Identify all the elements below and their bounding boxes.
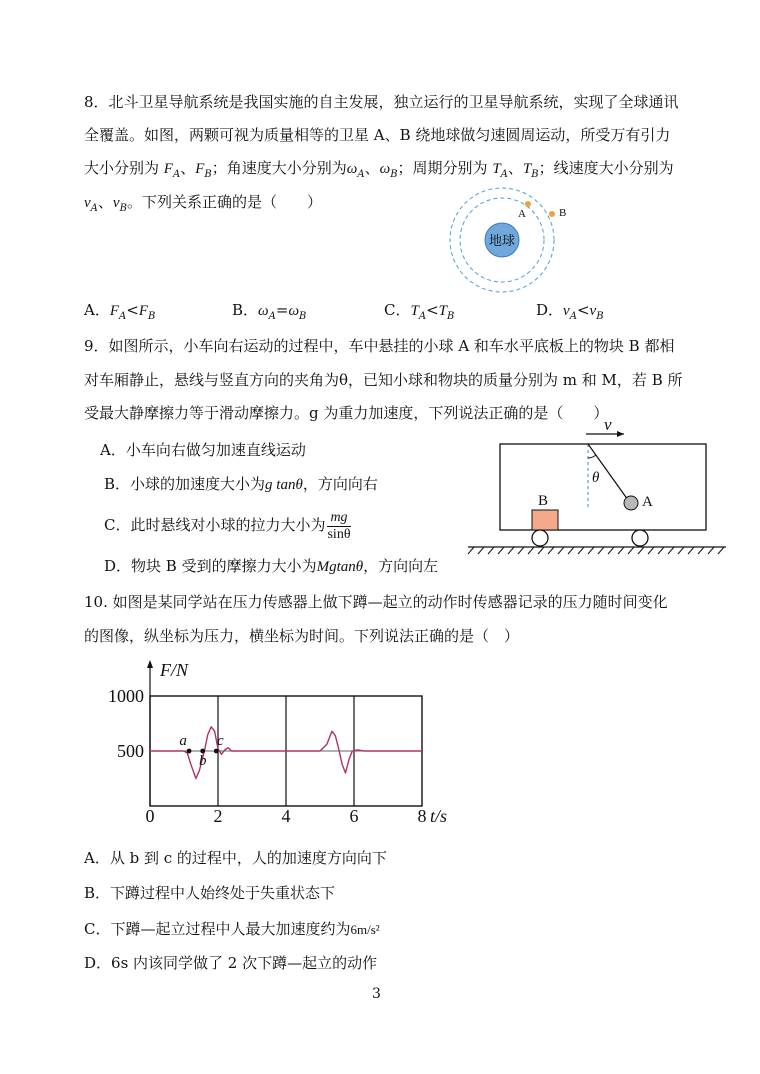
q10-option-d: D．6s 内该同学做了 2 次下蹲—起立的动作 — [84, 954, 378, 972]
ball-a-label: A — [642, 494, 653, 510]
y-tick-label: 500 — [117, 741, 144, 761]
q8-line3: 大小分别为 $F_A$、$F_B$；角速度大小分别为$\omega_A$、$\omega_B$；周期分别为 $T_A$、$T_B$；线速度大小分别为 — [84, 159, 674, 180]
q9-option-b — [104, 474, 378, 495]
cart-body — [500, 444, 706, 530]
point-label-c: c — [216, 733, 224, 749]
angle-arc — [588, 455, 596, 458]
x-tick-label: 2 — [213, 806, 223, 826]
q9-option-d-prefix: D．物块 B 受到的摩擦力大小为 — [104, 557, 317, 575]
q8-line1: 8．北斗卫星导航系统是我国实施的自主发展，独立运行的卫星导航系统，实现了全球通讯 — [84, 93, 679, 111]
velocity-arrowhead — [617, 431, 624, 437]
q10-option-c-value: 6m/s² — [350, 922, 380, 937]
q9-option-b-prefix: B．小球的加速度大小为 — [104, 475, 266, 493]
velocity-label: v — [604, 415, 612, 434]
force-time-chart — [100, 656, 490, 828]
x-tick-label: 4 — [281, 806, 291, 826]
q10-option-c — [84, 919, 380, 940]
q9-line2: 对车厢静止，悬线与竖直方向的夹角为θ，已知小球和物块的质量分别为 m 和 M，若 B 所 — [84, 371, 683, 389]
wheel-right — [632, 530, 648, 546]
y-axis-arrow — [147, 660, 153, 668]
angle-label: θ — [592, 470, 600, 486]
q10-option-b: B．下蹲过程中人始终处于失重状态下 — [84, 884, 336, 902]
q8-option-d: D．$v_A<v_B$ — [536, 301, 604, 322]
q9-option-b-suffix: ，方向向右 — [302, 475, 378, 493]
wheel-left — [532, 530, 548, 546]
q9-line3: 受最大静摩擦力等于滑动摩擦力。g 为重力加速度，下列说法正确的是（ ） — [84, 404, 609, 422]
x-tick-label: 8 — [417, 806, 427, 826]
point-a — [187, 749, 192, 754]
point-label-a: a — [179, 733, 187, 749]
q9-option-b-formula: g tanθ — [265, 477, 303, 493]
y-tick-label: 1000 — [108, 686, 144, 706]
ball-a — [624, 496, 638, 510]
block-b — [532, 510, 558, 530]
q9-option-c — [104, 508, 351, 543]
q9-option-c-numerator: mg — [327, 510, 350, 527]
q9-option-d-suffix: ，方向向左 — [363, 557, 439, 575]
q8-line2: 全覆盖。如图，两颗可视为质量相等的卫星 A、B 绕地球做匀速圆周运动，所受万有引力 — [84, 126, 671, 144]
q9-option-c-prefix: C．此时悬线对小球的拉力大小为 — [104, 516, 326, 534]
q10-option-c-prefix: C．下蹲—起立过程中人最大加速度约为 — [84, 920, 351, 938]
satellite-a — [525, 201, 531, 207]
q8-line4: $v_A$、$v_B$。下列关系正确的是（ ） — [84, 193, 322, 214]
satellite-b-label: B — [559, 207, 567, 219]
x-tick-label: 0 — [145, 806, 155, 826]
earth-label: 地球 — [488, 233, 516, 248]
q9-option-d-formula: Mgtanθ — [316, 559, 364, 575]
q9-option-c-fraction — [327, 510, 350, 543]
orbit-diagram — [444, 184, 567, 296]
q10-option-a: A．从 b 到 c 的过程中，人的加速度方向向下 — [84, 849, 387, 867]
q9-option-a: A．小车向右做匀加速直线运动 — [100, 441, 306, 459]
q10-line1: 10. 如图是某同学站在压力传感器上做下蹲—起立的动作时传感器记录的压力随时间变化 — [84, 593, 668, 611]
block-b-label: B — [538, 493, 549, 509]
cart-diagram — [464, 414, 730, 562]
satellite-b — [549, 211, 555, 217]
point-label-b: b — [198, 753, 207, 769]
q8-option-c: C．$T_A<T_B$ — [384, 301, 455, 322]
q9-option-d — [104, 556, 438, 577]
satellite-a-label: A — [518, 208, 526, 220]
q10-line2: 的图像，纵坐标为压力，横坐标为时间。下列说法正确的是（ ） — [84, 627, 520, 645]
x-axis-label: t/s — [430, 806, 448, 826]
page-number: 3 — [372, 986, 381, 1002]
q9-line1: 9．如图所示，小车向右运动的过程中，车中悬挂的小球 A 和车水平底板上的物块 B 都相 — [84, 337, 675, 355]
point-c — [214, 749, 219, 754]
q8-option-a: A．$F_A<F_B$ — [84, 301, 156, 322]
x-tick-label: 6 — [349, 806, 359, 826]
ground-hatch — [468, 547, 724, 554]
y-axis-label: F/N — [160, 660, 189, 680]
q9-option-c-denominator: sinθ — [327, 526, 351, 542]
q8-option-b: B．$\omega_A=\omega_B$ — [232, 301, 307, 322]
